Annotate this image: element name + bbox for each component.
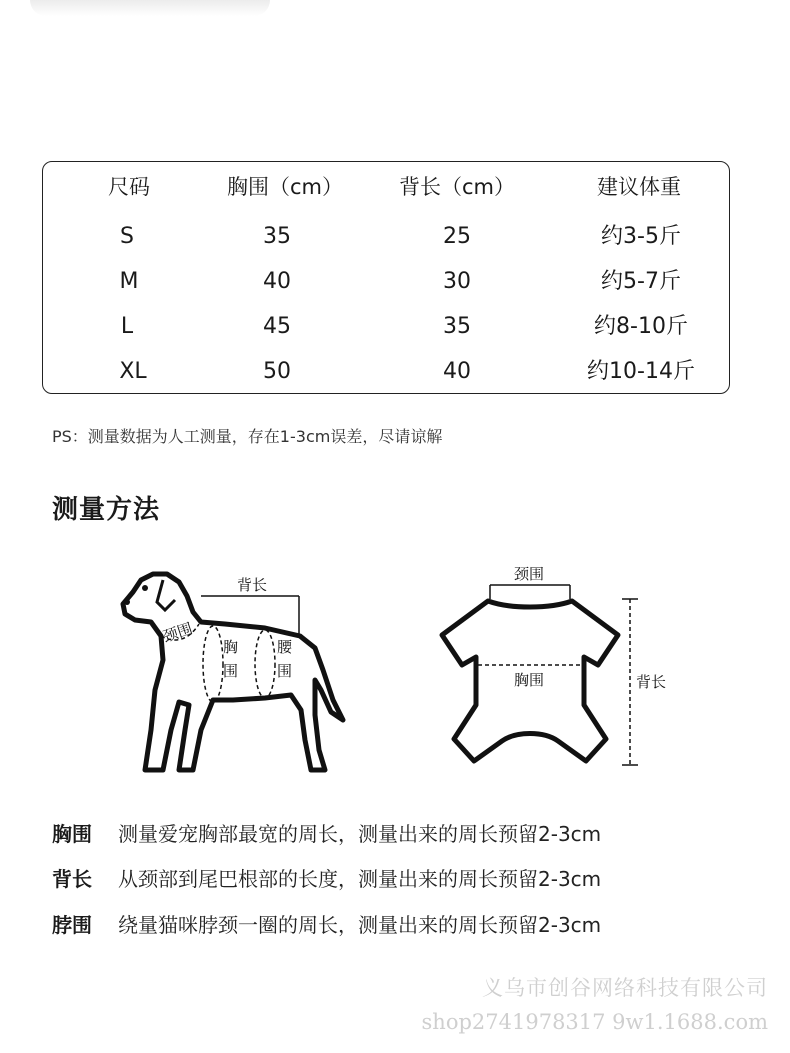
dog-measurement-diagram [105, 540, 365, 790]
dog-label-chest-1: 胸 [223, 638, 239, 656]
size-table [42, 161, 730, 394]
cell-back-l: 35 [443, 314, 471, 339]
header-size: 尺码 [108, 175, 150, 199]
cell-size-xl: XL [119, 359, 147, 384]
header-weight: 建议体重 [597, 175, 681, 199]
cell-chest-m: 40 [263, 269, 291, 294]
definition-term: 胸围 [52, 822, 92, 846]
header-chest: 胸围（cm） [226, 175, 344, 199]
definition-text: 测量爱宠胸部最宽的周长，测量出来的周长预留2-3cm [118, 822, 602, 846]
cell-size-s: S [120, 224, 134, 249]
watermark-shop-url: shop2741978317 9w1.1688.com [421, 1010, 768, 1034]
garment-label-chest: 胸围 [514, 671, 545, 689]
section-title: 测量方法 [52, 495, 161, 525]
definition-text: 从颈部到尾巴根部的长度，测量出来的周长预留2-3cm [118, 867, 602, 891]
cell-back-m: 30 [443, 269, 471, 294]
cell-chest-s: 35 [263, 224, 291, 249]
top-edge-shadow [30, 0, 270, 16]
dog-outline-icon [105, 540, 365, 790]
garment-label-neck: 颈围 [514, 565, 545, 583]
dog-label-neck: 颈围 [160, 619, 195, 646]
cell-back-s: 25 [443, 224, 471, 249]
cell-size-m: M [119, 269, 139, 294]
cell-weight-s: 约3-5斤 [601, 224, 681, 249]
cell-weight-xl: 约10-14斤 [587, 359, 695, 384]
dog-label-waist-1: 腰 [277, 638, 293, 656]
dog-label-back-length: 背长 [237, 576, 268, 594]
dog-label-chest-2: 围 [223, 662, 239, 680]
cell-back-xl: 40 [443, 359, 471, 384]
watermark-company: 义乌市创谷网络科技有限公司 [482, 976, 768, 1000]
header-back-length: 背长（cm） [398, 175, 516, 199]
definition-text: 绕量猫咪脖颈一圈的周长，测量出来的周长预留2-3cm [118, 913, 602, 937]
cell-chest-xl: 50 [263, 359, 291, 384]
definition-term: 脖围 [52, 913, 92, 937]
cell-size-l: L [120, 314, 134, 339]
cell-chest-l: 45 [263, 314, 291, 339]
garment-outline-icon [420, 555, 685, 780]
ps-note: PS：测量数据为人工测量，存在1-3cm误差，尽请谅解 [52, 427, 443, 446]
garment-measurement-diagram [420, 555, 685, 780]
garment-label-back-length: 背长 [636, 673, 667, 691]
dog-label-waist-2: 围 [277, 662, 293, 680]
definition-term: 背长 [52, 867, 92, 891]
cell-weight-l: 约8-10斤 [594, 314, 688, 339]
cell-weight-m: 约5-7斤 [601, 269, 681, 294]
